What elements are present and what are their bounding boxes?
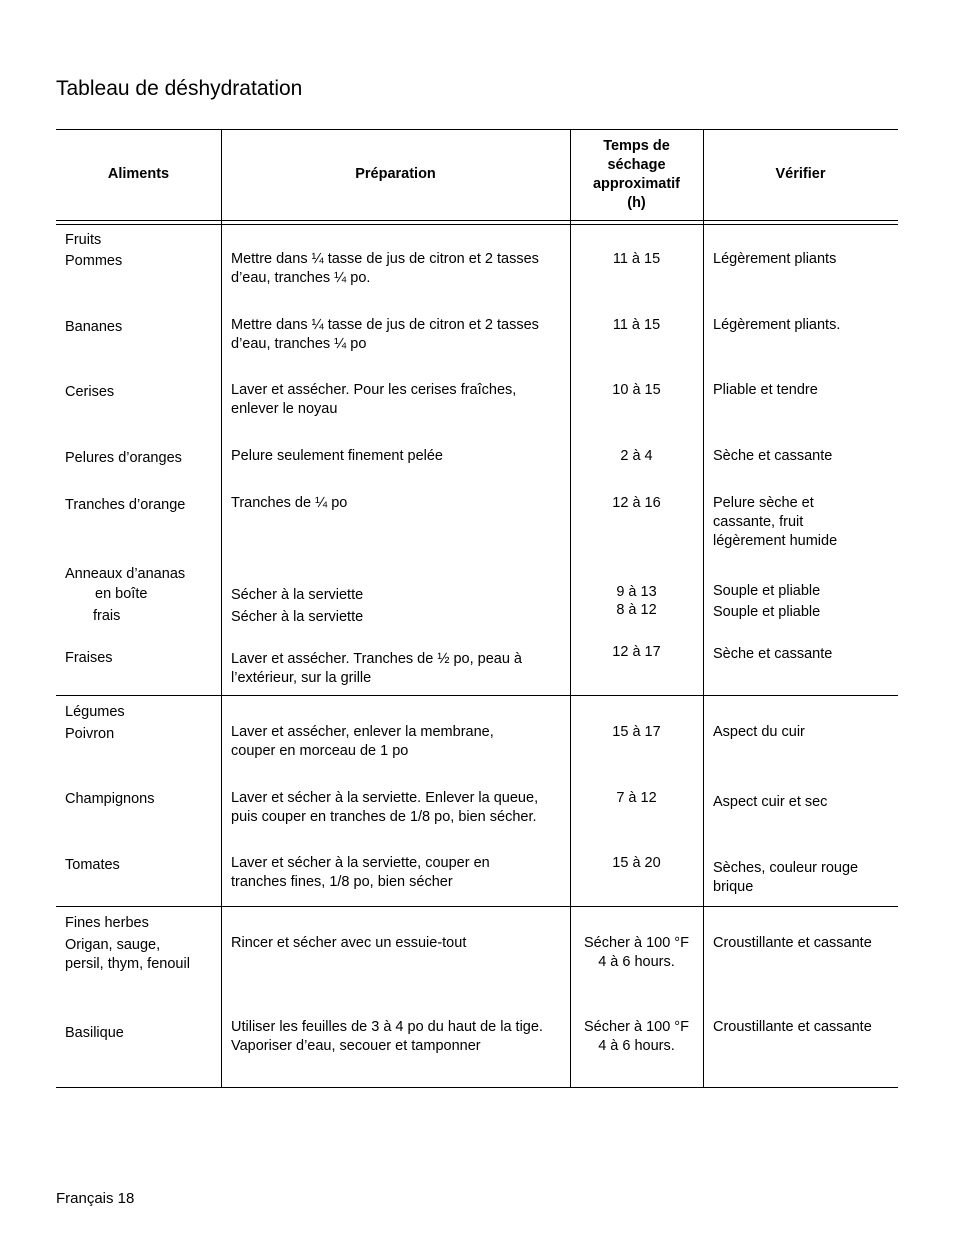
drying-time: 12 à 16 xyxy=(612,495,661,511)
check-line: légèrement humide xyxy=(713,533,838,549)
preparation-line: Mettre dans ¼ tasse de jus de citron et 2 tasses xyxy=(231,251,539,267)
preparation-line: l’extérieur, sur la grille xyxy=(231,670,372,686)
section-divider-1 xyxy=(56,695,898,696)
food-name: Poivron xyxy=(65,726,115,742)
drying-time-line: 4 à 6 hours. xyxy=(598,1038,675,1054)
food-name xyxy=(65,936,190,974)
header-temps-line: (h) xyxy=(627,195,646,211)
preparation-text xyxy=(231,854,490,892)
header-temps-line: séchage xyxy=(607,157,666,173)
preparation-line: Laver et assécher, enlever la membrane, xyxy=(231,724,494,740)
check-text: Souple et pliable xyxy=(713,604,821,620)
check-text: Légèrement pliants xyxy=(713,251,837,267)
drying-time: 10 à 15 xyxy=(612,382,661,398)
preparation-text: Sécher à la serviette xyxy=(231,609,364,625)
drying-time: 7 à 12 xyxy=(616,790,657,806)
preparation-line: d’eau, tranches ¼ po. xyxy=(231,270,371,286)
category-herbes: Fines herbes xyxy=(65,915,149,931)
preparation-line: Utiliser les feuilles de 3 à 4 po du haut de la tige. xyxy=(231,1019,543,1035)
preparation-line: enlever le noyau xyxy=(231,401,338,417)
check-line: Pelure sèche et xyxy=(713,495,814,511)
preparation-text xyxy=(231,381,516,419)
check-text xyxy=(713,859,858,897)
preparation-text xyxy=(231,650,522,688)
food-name-line: Origan, sauge, xyxy=(65,937,161,953)
preparation-text: Tranches de ¼ po xyxy=(231,495,348,511)
preparation-line: Laver et sécher à la serviette. Enlever la queue, xyxy=(231,790,539,806)
header-rule-1 xyxy=(56,220,898,221)
drying-time: 11 à 15 xyxy=(612,317,661,333)
check-text: Légèrement pliants. xyxy=(713,317,841,333)
preparation-text: Sécher à la serviette xyxy=(231,587,364,603)
preparation-text: Rincer et sécher avec un essuie-tout xyxy=(231,935,467,951)
check-text: Aspect cuir et sec xyxy=(713,794,828,810)
preparation-text xyxy=(231,316,539,354)
drying-time: 15 à 20 xyxy=(612,855,661,871)
food-name: Fraises xyxy=(65,650,113,666)
table-top-rule xyxy=(56,129,898,130)
header-rule-2 xyxy=(56,224,898,225)
section-divider-2 xyxy=(56,906,898,907)
food-name: Bananes xyxy=(65,319,123,335)
drying-time-line: Sécher à 100 °F xyxy=(584,1019,689,1035)
check-line: cassante, fruit xyxy=(713,514,804,530)
header-temps-line: approximatif xyxy=(592,176,680,192)
food-name: Pommes xyxy=(65,253,123,269)
page-title: Tableau de déshydratation xyxy=(56,77,303,100)
preparation-line: Mettre dans ¼ tasse de jus de citron et 2 tasses xyxy=(231,317,539,333)
food-name-line: persil, thym, fenouil xyxy=(65,956,190,972)
preparation-line: couper en morceau de 1 po xyxy=(231,743,409,759)
food-name: Champignons xyxy=(65,791,155,807)
header-verifier: Vérifier xyxy=(775,166,826,182)
check-text: Croustillante et cassante xyxy=(713,1019,872,1035)
preparation-line: Laver et assécher. Tranches de ½ po, peau à xyxy=(231,651,522,667)
preparation-text xyxy=(231,723,494,761)
check-line: Sèches, couleur rouge xyxy=(713,860,859,876)
drying-time: 9 à 13 xyxy=(616,584,657,600)
category-fruits: Fruits xyxy=(65,232,102,248)
check-text: Souple et pliable xyxy=(713,583,821,599)
drying-time: 11 à 15 xyxy=(612,251,661,267)
check-text: Sèche et cassante xyxy=(713,448,833,464)
column-divider-3 xyxy=(703,129,704,1087)
page-footer: Français 18 xyxy=(56,1190,135,1207)
preparation-text: Pelure seulement finement pelée xyxy=(231,448,443,464)
food-subname: frais xyxy=(93,608,121,624)
preparation-line: Laver et assécher. Pour les cerises fraîches, xyxy=(231,382,517,398)
preparation-text xyxy=(231,250,539,288)
food-name: Pelures d’oranges xyxy=(65,450,182,466)
drying-time-line: Sécher à 100 °F xyxy=(584,935,689,951)
food-name: Cerises xyxy=(65,384,115,400)
column-divider-1 xyxy=(221,129,222,1087)
check-text: Sèche et cassante xyxy=(713,646,833,662)
header-aliments: Aliments xyxy=(107,166,170,182)
preparation-line: Vaporiser d’eau, secouer et tamponner xyxy=(231,1038,481,1054)
check-text: Pliable et tendre xyxy=(713,382,818,398)
preparation-line: tranches fines, 1/8 po, bien sécher xyxy=(231,874,453,890)
drying-time: 8 à 12 xyxy=(616,602,657,618)
food-subname: en boîte xyxy=(95,586,148,602)
preparation-line: Laver et sécher à la serviette, couper en xyxy=(231,855,490,871)
preparation-line: d’eau, tranches ¼ po xyxy=(231,336,367,352)
header-temps xyxy=(570,137,703,213)
header-temps-line: Temps de xyxy=(603,138,670,154)
food-name: Tranches d’orange xyxy=(65,497,186,513)
preparation-text xyxy=(231,789,538,827)
drying-time: 2 à 4 xyxy=(620,448,653,464)
header-preparation: Préparation xyxy=(355,166,436,182)
check-text: Croustillante et cassante xyxy=(713,935,872,951)
drying-time-line: 4 à 6 hours. xyxy=(598,954,675,970)
food-name: Basilique xyxy=(65,1025,124,1041)
drying-time: 12 à 17 xyxy=(612,644,661,660)
drying-time xyxy=(570,1018,703,1056)
drying-time xyxy=(570,934,703,972)
check-text: Aspect du cuir xyxy=(713,724,805,740)
food-name: Tomates xyxy=(65,857,120,873)
preparation-line: puis couper en tranches de 1/8 po, bien sécher. xyxy=(231,809,537,825)
drying-time: 15 à 17 xyxy=(612,724,661,740)
food-name: Anneaux d’ananas xyxy=(65,566,186,582)
table-bottom-rule xyxy=(56,1087,898,1088)
check-line: brique xyxy=(713,879,754,895)
preparation-text xyxy=(231,1018,543,1056)
check-text xyxy=(713,494,837,551)
category-legumes: Légumes xyxy=(65,704,125,720)
